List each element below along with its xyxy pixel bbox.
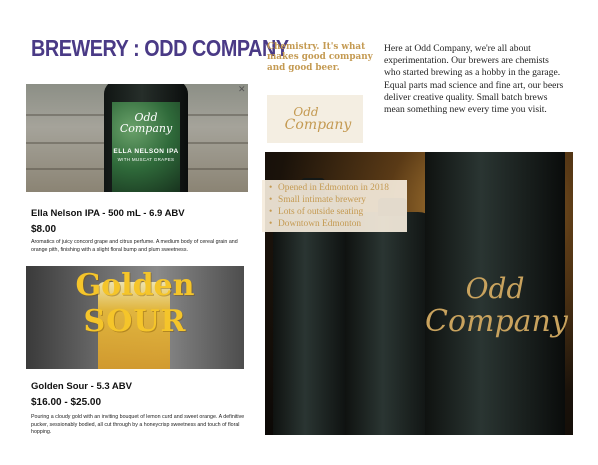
close-icon[interactable]: ✕ xyxy=(238,84,246,94)
label-brand-line2: Company xyxy=(119,122,173,135)
bottle-label xyxy=(112,102,180,192)
about-text: Here at Odd Company, we're all about experimentation. Our brewers are chemists who started brewing as a hobby in the garage. Equal parts mad science and fine art, our beers deliver creative quality. Small batch brews mean something new every time you visit. xyxy=(384,43,564,116)
page-title: BREWERY : ODD COMPANY xyxy=(31,35,289,61)
list-item: • Opened in Edmonton in 2018 xyxy=(272,182,403,194)
bottle-logo-line2: Company xyxy=(425,304,568,339)
beer-name-golden-sour: Golden Sour - 5.3 ABV xyxy=(31,381,132,392)
beer-bottle xyxy=(104,84,188,192)
sour-overlay-text: SOUR xyxy=(83,304,187,339)
logo-line1: Odd xyxy=(293,105,319,119)
bottle-logo-line1: Odd xyxy=(465,272,525,305)
label-beer-sub: WITH MUSCAT GRAPES xyxy=(117,157,175,162)
highlights-list xyxy=(262,180,407,232)
golden-overlay-text: Golden xyxy=(75,268,195,303)
ella-nelson-photo xyxy=(26,84,248,192)
beer-name-ella-nelson: Ella Nelson IPA - 500 mL - 6.9 ABV xyxy=(31,208,185,219)
beer-price-ella-nelson: $8.00 xyxy=(31,224,57,235)
odd-company-logo xyxy=(267,95,363,143)
logo-line2: Company xyxy=(284,117,352,133)
bottle-front xyxy=(425,152,568,435)
list-item: • Small intimate brewery xyxy=(272,194,403,206)
beer-price-golden-sour: $16.00 - $25.00 xyxy=(31,397,102,408)
brand-tagline: Chemistry. It's what makes good company and good beer. xyxy=(267,42,373,73)
list-item: • Lots of outside seating xyxy=(272,206,403,218)
label-brand-line1: Odd xyxy=(134,111,158,124)
golden-sour-photo xyxy=(26,266,244,369)
label-beer-name: ELLA NELSON IPA xyxy=(113,148,179,155)
list-item: • Downtown Edmonton xyxy=(272,218,403,230)
beer-description-ella-nelson: Aromatics of juicy concord grape and citrus perfume. A medium body of cereal grain and orange pith, finishing with a slight floral bump and plum sweetness. xyxy=(31,239,238,253)
beer-description-golden-sour: Pouring a cloudy gold with an inviting bouquet of lemon curd and sweet orange. A definitive pucker, sessionably bodied, all cut through by a honeycrisp sweetness and touch of floral hopping. xyxy=(31,414,245,436)
